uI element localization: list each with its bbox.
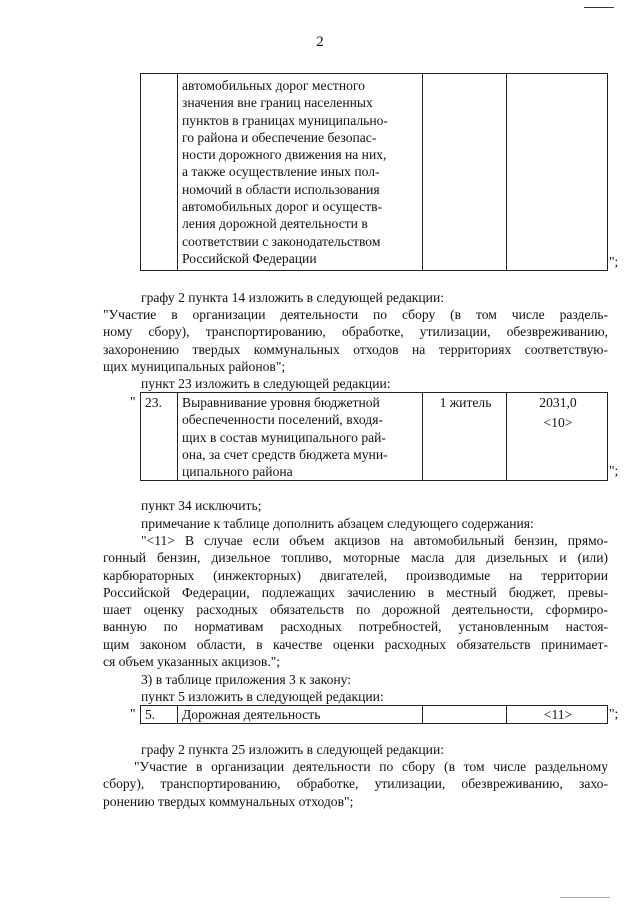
table-1-line: го района и обеспечение безопас- — [182, 129, 377, 145]
table-3-close-quote: "; — [609, 706, 619, 721]
table-1-line: автомобильных дорог и осуществ- — [182, 199, 383, 215]
table-2 — [140, 392, 608, 481]
para-5-line: шает оценку расходных обязательств по дорожной деятельности, сформиро- — [103, 602, 608, 618]
para-5-line: "<11> В случае если объем акцизов на автомобильный бензин, прямо- — [141, 533, 608, 548]
para-2-intro: пункт 23 изложить в следующей редакции: — [141, 376, 391, 391]
table-1-value-cell — [507, 74, 608, 271]
para-5-line: Российской Федерации, подлежащих зачислению в местный бюджет, превы- — [103, 584, 608, 600]
table-1-line: Российской Федерации — [182, 250, 317, 266]
scan-mark-bottom — [560, 897, 610, 898]
table-3-num-cell: 5. — [141, 706, 178, 724]
para-9-line: сбору), транспортированию, обработке, утилизации, обезвреживанию, захо- — [103, 776, 608, 792]
table-2-line: щих в состав муниципального рай- — [182, 429, 386, 445]
table-1-line: номочий в области использования — [182, 181, 380, 197]
para-5-line: ся объем указанных акцизов."; — [103, 654, 281, 670]
table-2-line: Выравнивание уровня бюджетной — [182, 395, 380, 410]
para-3: пункт 34 исключить; — [141, 498, 262, 513]
table-1-line: ления дорожной деятельности в — [182, 216, 368, 232]
para-5-line: щим законом области, в качестве оценки расходных обязательств принимает- — [103, 636, 608, 652]
table-1-line: а также осуществление иных пол- — [182, 164, 380, 180]
table-1-num-cell — [141, 74, 178, 271]
para-1-line: "Участие в организации деятельности по сбору (в том числе раздель- — [103, 307, 608, 322]
para-1-line: захоронению твердых коммунальных отходов на территориях соответствую- — [103, 341, 608, 357]
table-2-line: ципального района — [182, 464, 293, 480]
para-5-line: ванную по нормативам расходных потребностей, установленным настоя- — [103, 619, 608, 635]
para-9-line: ронению твердых коммунальных отходов"; — [103, 793, 354, 809]
table-3-name-cell: Дорожная деятельность — [178, 706, 423, 724]
para-5-body — [103, 532, 608, 670]
table-2-line: обеспеченности поселений, входя- — [182, 412, 383, 428]
table-1-unit-cell — [423, 74, 507, 271]
table-2-line: она, за счет средств бюджета муни- — [182, 446, 388, 462]
table-2-open-quote: " — [130, 394, 136, 409]
table-2-num-cell: 23. — [141, 393, 178, 481]
table-1-line: соответствии с законодательством — [182, 233, 381, 249]
para-1-line: щих муниципальных районов"; — [103, 358, 286, 374]
table-3 — [140, 705, 608, 724]
table-1-text-cell — [178, 74, 423, 271]
para-5-line: карбюраторных (инжекторных) двигателей, производимые на территории — [103, 567, 608, 583]
para-1-intro: графу 2 пункта 14 изложить в следующей редакции: — [141, 290, 444, 305]
para-8: графу 2 пункта 25 изложить в следующей редакции: — [141, 742, 444, 757]
table-2-unit-cell: 1 житель — [423, 393, 507, 481]
scan-mark-top — [584, 7, 614, 8]
table-1-line: пунктов в границах муниципально- — [182, 112, 388, 128]
table-3-note-cell: <11> — [507, 706, 608, 724]
para-9-line: "Участие в организации деятельности по сбору (в том числе раздельному — [134, 759, 608, 774]
table-2-value-cell — [507, 393, 608, 481]
table-2-text-cell — [178, 393, 423, 481]
table-2-value: 2031,0 — [539, 395, 577, 410]
para-4: примечание к таблице дополнить абзацем следующего содержания: — [141, 516, 534, 531]
table-2-note: <10> — [543, 415, 573, 431]
table-2-close-quote: "; — [609, 463, 619, 478]
table-1-line: ности дорожного движения на них, — [182, 147, 387, 163]
para-5-line: гонный бензин, дизельное топливо, моторные масла для дизельных и (или) — [103, 550, 608, 566]
para-9-body — [103, 758, 608, 810]
para-6: 3) в таблице приложения 3 к закону: — [141, 672, 352, 687]
table-1-close-quote: "; — [609, 254, 619, 269]
table-1-line: значения вне границ населенных — [182, 95, 373, 111]
page-number: 2 — [316, 34, 324, 50]
para-7: пункт 5 изложить в следующей редакции: — [141, 689, 384, 704]
para-1-line: ному сбору), транспортированию, обработке, утилизации, обезвреживанию, — [103, 324, 608, 340]
table-3-open-quote: " — [130, 706, 136, 721]
para-1-body — [103, 306, 608, 375]
table-1 — [140, 73, 608, 271]
table-3-unit-cell — [423, 706, 507, 724]
table-1-line: автомобильных дорог местного — [182, 78, 365, 93]
